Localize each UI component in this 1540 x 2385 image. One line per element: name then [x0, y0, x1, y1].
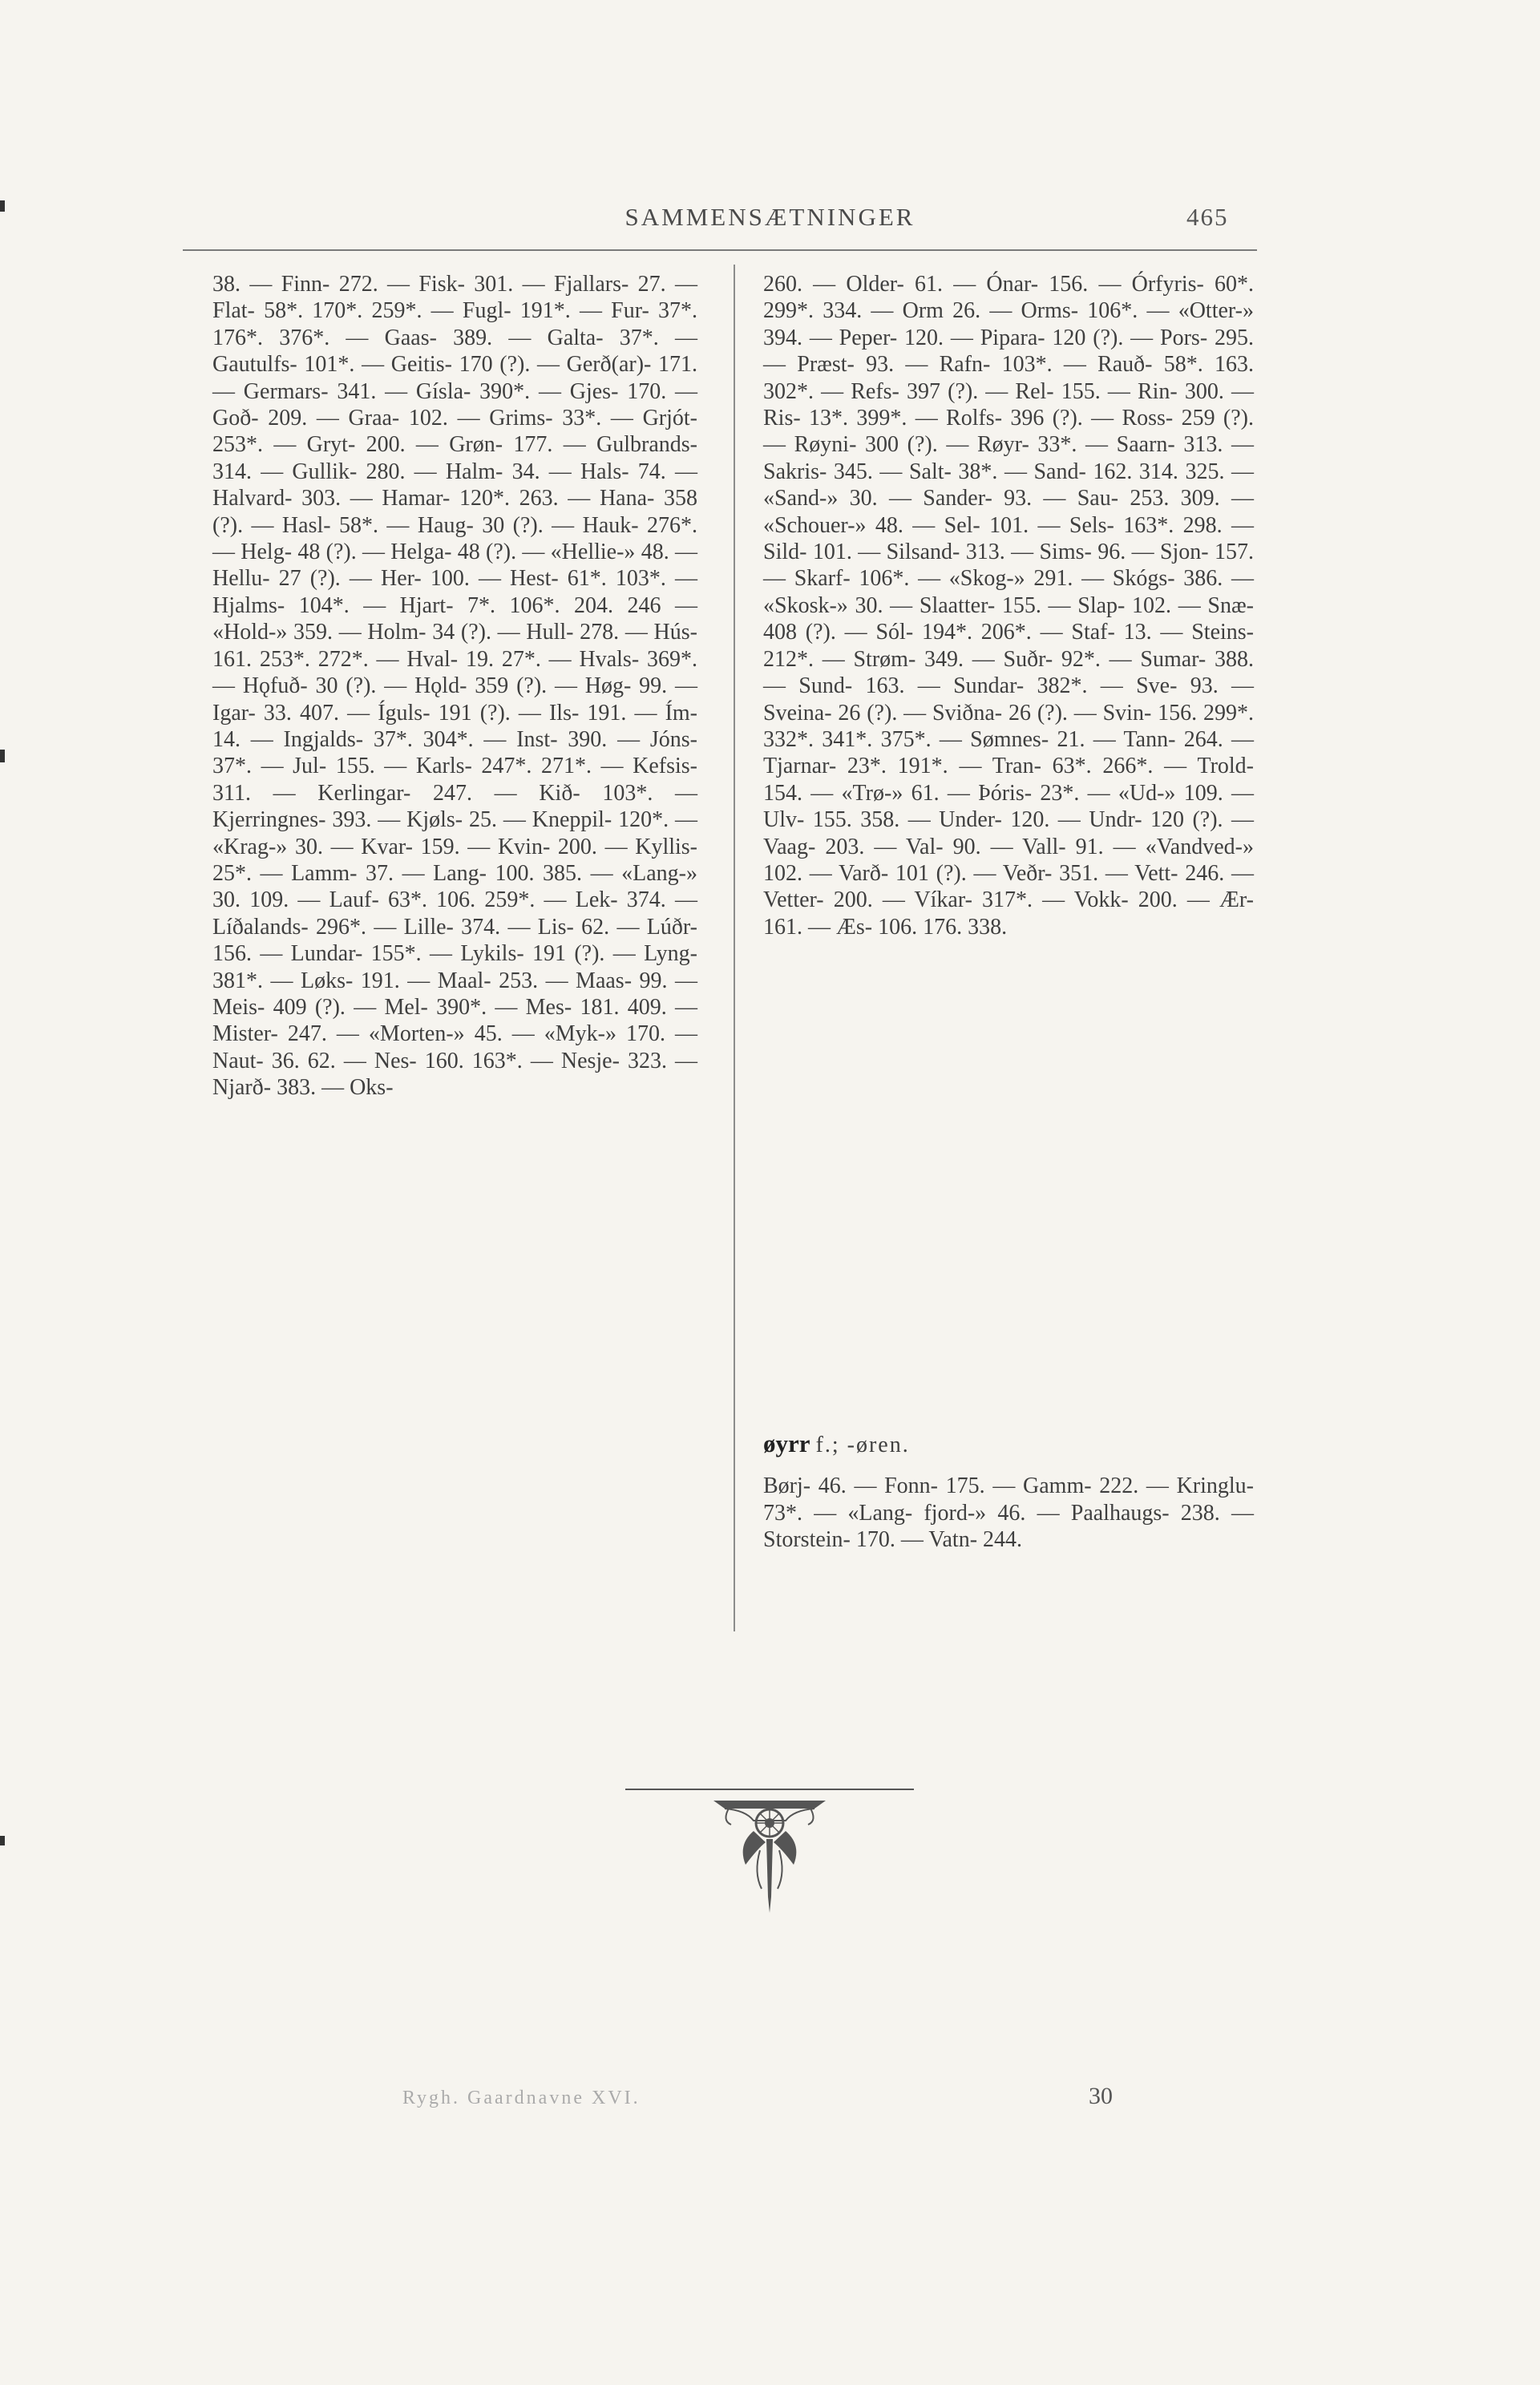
right-column-text: 260. — Older- 61. — Ónar- 156. — Órfyris- 60*. 299*. 334. — Orm 26. — Orms- 106*. — «Otter-» 394. — Peper- 120. — Pipara- 120 (?). — Pors- 295. — Præst- 93. — Rafn- 103*. — Rauð- 58*. 163. 302*. — Refs- 397 (?). — Rel- 155. — Rin- 300. — Ris- 13*. 399*. — Rolfs- 396 (?). — Ross- 259 (?). — Røyni- 300 (?). — Røyr- 33*. — Saarn- 313. — Sakris- 345. — Salt- 38*. — Sand- 162. 314. 325. — «Sand-» 30. — Sander- 93. — Sau- 253. 309. — «Schouer-» 48. — Sel- 101. — Sels- 163*. 298. — Sild- 101. — Silsand- 313. — Sims- 96. — Sjon- 157. — Skarf- 106*. — «Skog-» 291. — Skógs- 386. — «Skosk-» 30. — Slaatter- 155. — Slap- 102. — Snæ- 408 (?). — Sól- 194*. 206*. — Staf- 13. — Steins- 212*. — Strøm- 349. — Suðr- 92*. — Sumar- 388. — Sund- 163. — Sundar- 382*. — Sve- 93. — Sveina- 26 (?). — Sviðna- 26 (?). — Svin- 156. 299*. 332*. 341*. 375*. — Sømnes- 21. — Tann- 264. — Tjarnar- 23*. 191*. — Tran- 63*. 266*. — Trold- 154. — «Trø-» 61. — Þóris- 23*. — «Ud-» 109. — Ulv- 155. 358. — Under- 120. — Undr- 120 (?). — Vaag- 203. — Val- 90. — Vall- 91. — «Vandved-» 102. — Varð- 101 (?). — Veðr- 351. — Vett- 246. — Vetter- 200. — Víkar- 317*. — Vokk- 200. — Ær- 161. — Æs- 106. 176. 338.	[763, 272, 1254, 940]
left-column-text: 38. — Finn- 272. — Fisk- 301. — Fjallars- 27. — Flat- 58*. 170*. 259*. — Fugl- 191*. — Fur- 37*. 176*. 376*. — Gaas- 389. — Galta- 37*. — Gautulfs- 101*. — Geitis- 170 (?). — Gerð(ar)- 171. — Germars- 341. — Gísla- 390*. — Gjes- 170. — Goð- 209. — Graa- 102. — Grims- 33*. — Grjót- 253*. — Gryt- 200. — Grøn- 177. — Gulbrands- 314. — Gullik- 280. — Halm- 34. — Hals- 74. — Halvard- 303. — Hamar- 120*. 263. — Hana- 358 (?). — Hasl- 58*. — Haug- 30 (?). — Hauk- 276*. — Helg- 48 (?). — Helga- 48 (?). — «Hellie-» 48. — Hellu- 27 (?). — Her- 100. — Hest- 61*. 103*. — Hjalms- 104*. — Hjart- 7*. 106*. 204. 246 — «Hold-» 359. — Holm- 34 (?). — Hull- 278. — Hús- 161. 253*. 272*. — Hval- 19. 27*. — Hvals- 369*. — Hǫfuð- 30 (?). — Hǫld- 359 (?). — Høg- 99. — Igar- 33. 407. — Íguls- 191 (?). — Ils- 191. — Ím- 14. — Ingjalds- 37*. 304*. — Inst- 390. — Jóns- 37*. — Jul- 155. — Karls- 247*. 271*. — Kefsis- 311. — Kerlingar- 247. — Kið- 103*. — Kjerringnes- 393. — Kjøls- 25. — Kneppil- 120*. — «Krag-» 30. — Kvar- 159. — Kvin- 200. — Kyllis- 25*. — Lamm- 37. — Lang- 100. 385. — «Lang-» 30. 109. — Lauf- 63*. 106. 259*. — Lek- 374. — Líðalands- 296*. — Lille- 374. — Lis- 62. — Lúðr- 156. — Lundar- 155*. — Lykils- 191 (?). — Lyng- 381*. — Løks- 191. — Maal- 253. — Maas- 99. — Meis- 409 (?). — Mel- 390*. — Mes- 181. 409. — Mister- 247. — «Morten-» 45. — «Myk-» 170. — Naut- 36. 62. — Nes- 160. 163*. — Nesje- 323. — Njarð- 383. — Oks-	[212, 272, 697, 1101]
entry-section	[763, 1430, 1254, 1554]
palmette-fleuron-icon	[625, 1785, 914, 1921]
page-edge-mark	[0, 200, 5, 212]
header-rule	[183, 249, 1257, 251]
left-column	[212, 271, 697, 1102]
entry-body: Børj- 46. — Fonn- 175. — Gamm- 222. — Kringlu- 73*. — «Lang- fjord-» 46. — Paalhaugs- 238. — Storstein- 170. — Vatn- 244.	[763, 1473, 1254, 1553]
entry-gloss: f.; -øren.	[815, 1433, 910, 1457]
entry-heading	[763, 1430, 1254, 1458]
running-head-title: SAMMENSÆTNINGER	[624, 203, 916, 231]
page-edge-mark	[0, 750, 5, 762]
footer-series-title: Rygh. Gaardnavne XVI.	[402, 2088, 641, 2108]
entry-headword: øyrr	[763, 1429, 810, 1457]
page-edge-mark	[0, 1836, 5, 1845]
footer-signature: 30	[1089, 2083, 1113, 2109]
page-number: 465	[1186, 203, 1229, 231]
column-divider	[734, 265, 735, 1631]
right-column	[763, 271, 1254, 940]
